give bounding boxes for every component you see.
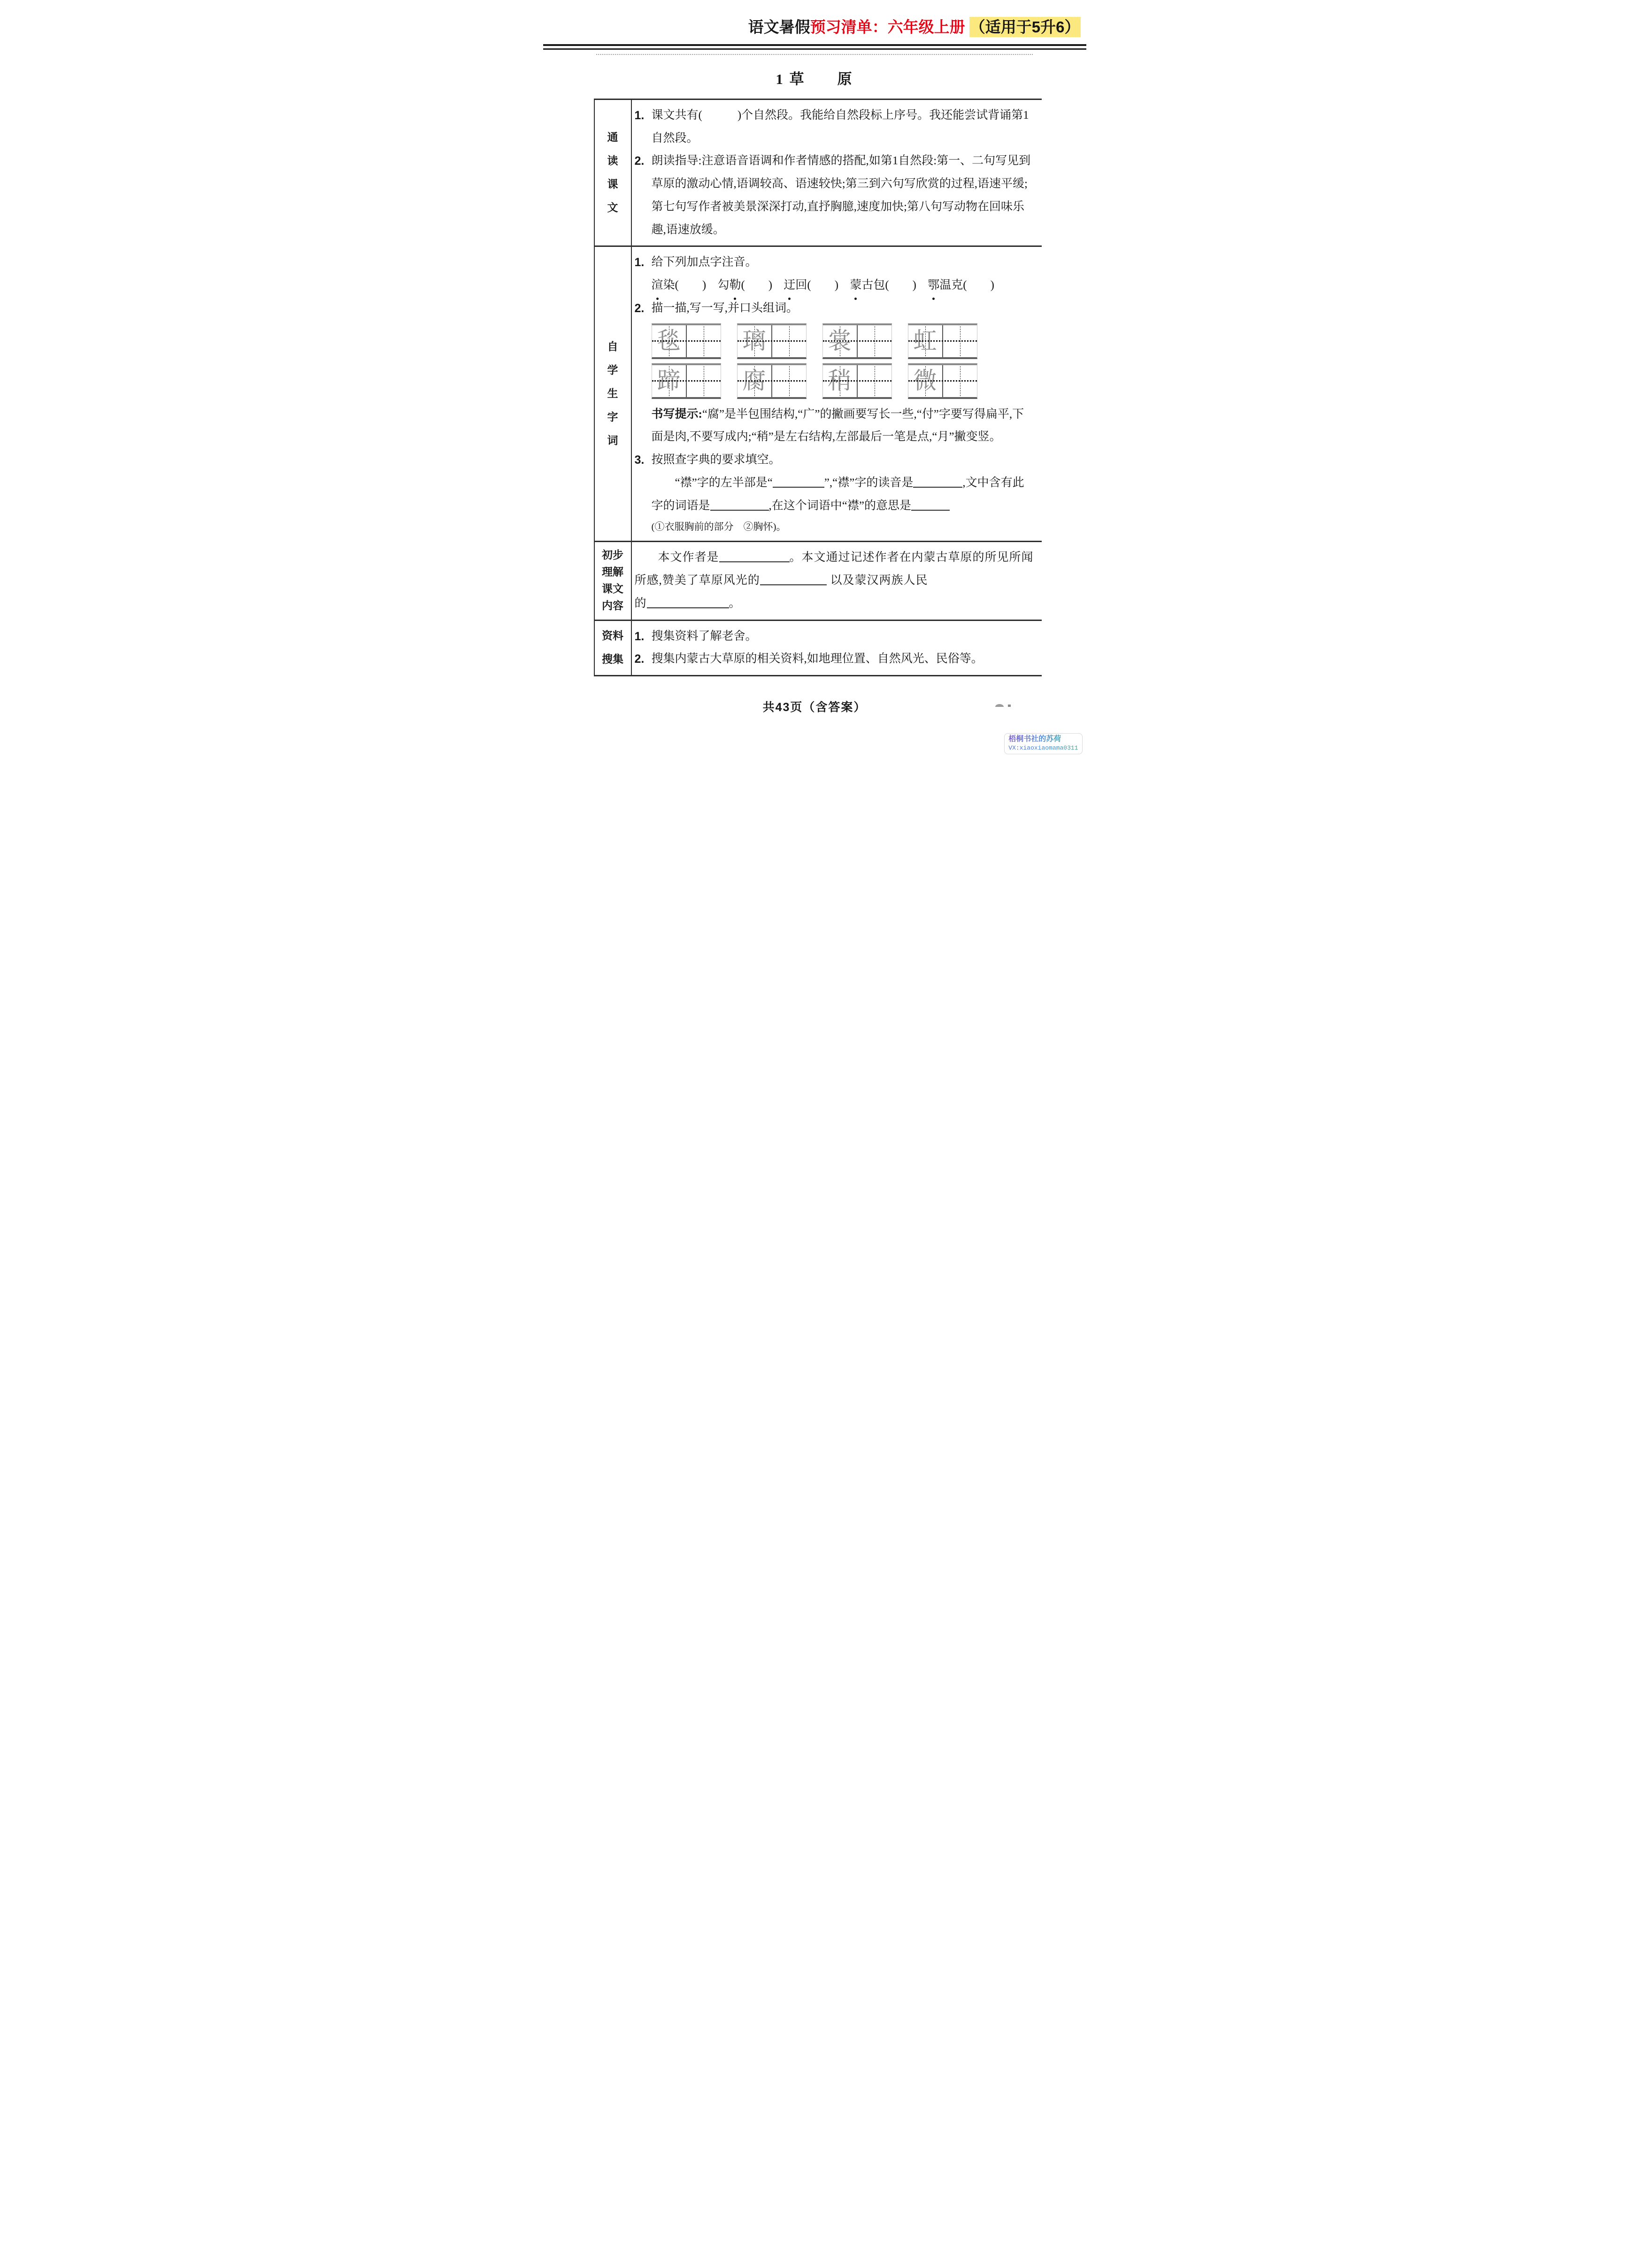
writing-grid [822,323,892,359]
row-content-read-through [632,100,1042,246]
pinyin-word [717,274,772,297]
label-line: 理解 [602,566,623,578]
worksheet-page [543,0,1086,756]
pinyin-word [784,274,838,297]
item-text: 朗读指导:注意语音语调和作者情感的搭配,如第1自然段:第一、二句写见到草原的激动心情,语调较高、语速较快;第三到六句写欣赏的过程,语速平缓;第七句写作者被美景深深打动,直抒胸臆,速度加快;第八句写动物在回味乐趣,语速放缓。 [651,154,1031,236]
label-line: 资料 [602,630,623,642]
writing-grid [908,323,977,359]
model-char: 微 [913,367,937,394]
grid-cell-empty [857,325,891,357]
fill-text: ,在这个词语中“襟”的意思是 [768,499,911,512]
label-char: 读 [607,155,618,167]
section-row-comprehension [595,542,1042,621]
row-label-comprehension [595,542,632,619]
grid-cell [908,325,942,357]
pinyin-line [652,274,1035,297]
pinyin-blank: ( ) [963,279,994,292]
grid-cell [652,365,686,397]
item-text: 搜集资料了解老舍。 [651,629,757,643]
section-row-self-study-words [595,247,1042,542]
list-item [635,251,1035,274]
label-line: 搜集 [602,653,623,666]
writing-grids [652,323,980,399]
double-rule-top [543,44,1086,46]
item-number: 2. [634,301,645,315]
label-char: 学 [607,364,618,376]
pinyin-blank: ( ) [807,279,839,292]
fill-text: 的 [634,597,647,610]
row-label-research [595,621,632,675]
watermark [1004,733,1082,754]
grid-cell [908,365,942,397]
fill-text: ,文中含有此字的词语是 [651,476,1024,512]
writing-grid [822,363,892,399]
item-number: 1. [634,108,645,122]
fill-blank [719,550,790,562]
model-char: 璃 [742,327,766,354]
row-label-read-through [595,100,632,246]
item-text: 课文共有( )个自然段。我能给自然段标上序号。我还能尝试背诵第1自然段。 [651,108,1029,145]
label-char: 字 [607,411,618,423]
header-banner [543,16,1081,38]
label-line: 课文 [602,583,623,595]
dotted-char: 迂 [784,274,795,297]
writing-tip-label: 书写提示: [651,407,702,421]
fill-text: 本文作者是 [658,551,719,564]
worksheet-table [594,99,1042,676]
label-char: 生 [607,388,618,400]
grid-cell-empty [686,325,721,357]
pinyin-blank: ( ) [741,279,773,292]
writing-grid [737,363,807,399]
item-text: 给下列加点字注音。 [651,256,757,269]
fill-blank [773,475,824,488]
pinyin-word [850,274,916,297]
fill-blank [911,498,950,511]
fill-blank [647,596,729,608]
grid-cell [738,325,771,357]
grid-cell-empty [771,365,806,397]
fill-blank [710,498,769,511]
comprehension-paragraph [635,546,1035,615]
dictionary-fill-paragraph [652,472,1035,518]
list-item [635,625,1035,648]
header-badge: （适用于5升6） [969,17,1081,37]
label-char: 词 [607,435,618,447]
section-row-read-through [595,100,1042,247]
header-title-red: 预习清单：六年级上册 [810,18,965,36]
item-text: 按照查字典的要求填空。 [651,453,781,467]
fill-options-note: (①衣服胸前的部分 ②胸怀)。 [651,521,786,533]
list-item [635,104,1035,150]
word-part: 温克 [939,279,963,292]
model-char: 蹄 [657,367,681,394]
row-content-comprehension [632,542,1042,619]
item-number: 1. [634,256,645,269]
fill-text: ”,“襟”字的读音是 [824,476,914,489]
dotted-char: 蒙 [850,274,861,297]
section-row-research [595,621,1042,677]
double-rule-bottom [543,48,1086,50]
grid-cell-empty [686,365,721,397]
item-number: 2. [634,652,645,666]
row-content-research [632,621,1042,675]
grid-cell [823,325,857,357]
scan-smudge [1008,705,1011,707]
fill-text: 。 [729,597,741,610]
list-item [635,449,1035,472]
pinyin-word [928,274,994,297]
label-line: 内容 [602,600,623,612]
grid-cell [823,365,857,397]
item-number: 1. [634,629,645,643]
fill-text: “襟”字的左半部是“ [675,476,773,489]
lesson-title: 1 草 原 [776,70,853,87]
writing-grid [737,323,807,359]
grid-cell-empty [942,325,977,357]
item-number: 3. [634,453,645,467]
model-char: 虹 [913,327,937,354]
label-char: 自 [607,341,618,353]
dotted-char: 鄂 [928,274,939,297]
model-char: 裳 [828,327,852,354]
model-char: 毯 [657,327,681,354]
watermark-name: 梧桐书社的苏荷 [1008,735,1078,744]
watermark-contact: VX:xiaoxiaomama0311 [1008,744,1078,752]
dotted-rule [596,54,1033,55]
dotted-char: 勒 [729,274,741,297]
grid-cell [738,365,771,397]
label-char: 通 [607,131,618,144]
item-text: 描一描,写一写,并口头组词。 [651,301,799,314]
label-char: 课 [607,178,618,191]
word-part: 勾 [717,279,730,292]
pinyin-blank: ( ) [885,279,916,292]
pinyin-blank: ( ) [675,279,707,292]
grid-cell-empty [942,365,977,397]
writing-grid [652,323,721,359]
grid-cell-empty [771,325,806,357]
item-number: 2. [634,154,645,168]
fill-blank [913,475,962,488]
word-part: 回 [795,279,807,292]
row-label-self-study-words [595,247,632,541]
writing-tip-text: “腐”是半包围结构,“广”的撇画要写长一些,“付”字要写得扁平,下面是肉,不要写成内;“稍”是左右结构,左部最后一笔是点,“月”撇变竖。 [651,407,1024,444]
dotted-char: 渲 [652,274,663,297]
grid-cell [652,325,686,357]
list-item [635,150,1035,241]
label-char: 文 [607,202,618,214]
word-part: 染 [663,279,675,292]
grid-cell-empty [857,365,891,397]
header-subject: 语文暑假 [748,18,810,36]
fill-text: 。本文通过记述作者在内蒙古草原的所见所闻所感,赞美了草原风光的 [634,551,1034,587]
label-line: 初步 [602,549,623,561]
row-content-self-study-words [632,247,1042,541]
fill-blank [760,573,827,585]
writing-grid [652,363,721,399]
model-char: 稍 [828,367,852,394]
list-item [635,297,1035,320]
writing-grid [908,363,977,399]
pinyin-word [652,274,707,297]
fill-text: 以及蒙汉两族人民 [830,574,928,587]
page-count: 共43页（含答案） [762,701,867,714]
writing-tip [652,403,1035,449]
scan-smudge [995,704,1004,707]
item-text: 搜集内蒙古大草原的相关资料,如地理位置、自然风光、民俗等。 [651,652,983,666]
model-char: 腐 [742,367,766,394]
list-item [635,648,1035,671]
word-part: 古包 [861,279,885,292]
